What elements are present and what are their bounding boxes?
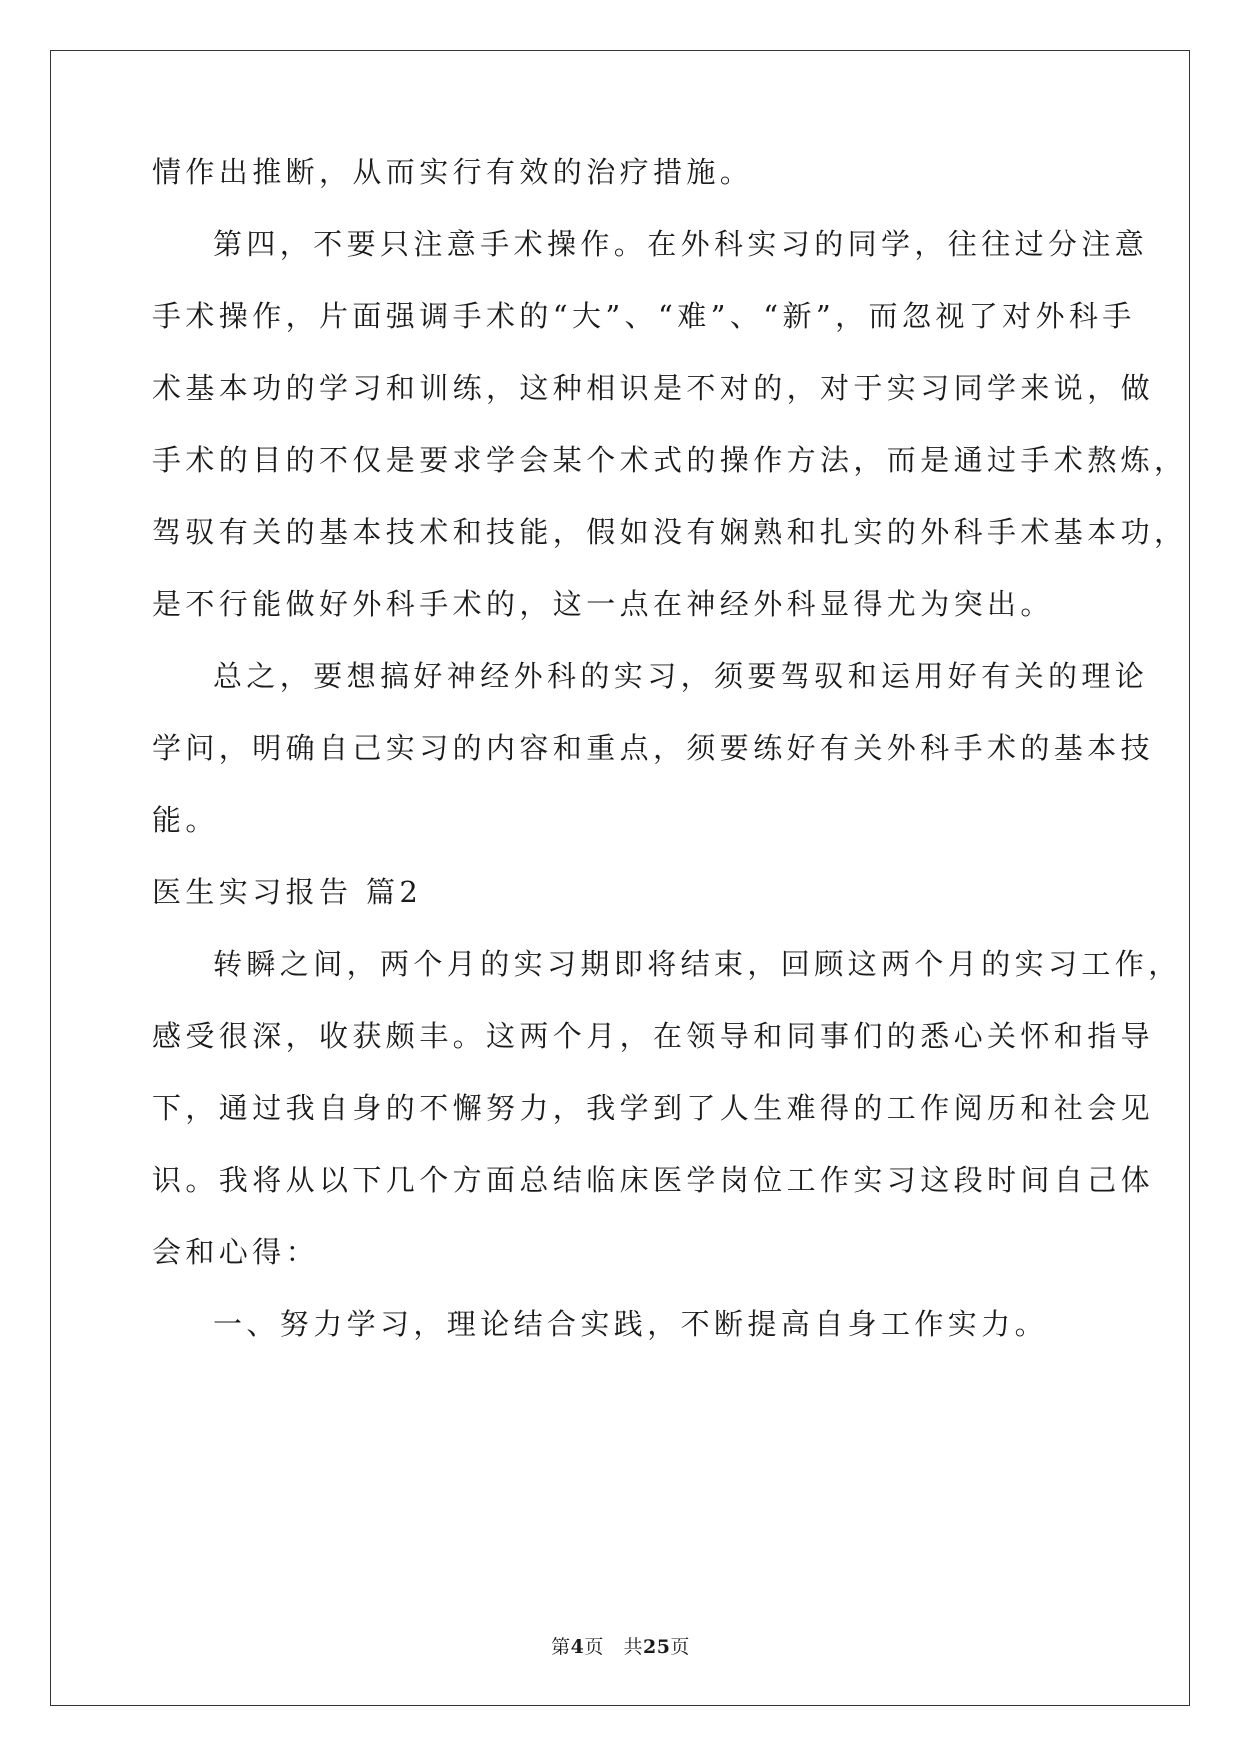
paragraph-line-17: 一、努力学习，理论结合实践，不断提高自身工作实力。 [213,1307,1049,1341]
paragraph-line-4: 术基本功的学习和训练，这种相识是不对的，对于实习同学来说，做 [152,371,1155,405]
footer-prefix: 第 [551,1636,571,1658]
paragraph-line-3: 手术操作，片面强调手术的“大”、“难”、“新”，而忽视了对外科手 [152,299,1136,333]
paragraph-line-16: 会和心得： [152,1235,320,1269]
footer-total-prefix: 共 [623,1636,643,1658]
paragraph-line-9: 学问，明确自己实习的内容和重点，须要练好有关外科手术的基本技 [152,731,1155,765]
current-page-number: 4 [570,1636,585,1658]
page-footer [0,1632,1241,1659]
paragraph-line-8: 总之，要想搞好神经外科的实习，须要驾驭和运用好有关的理论 [213,659,1149,693]
paragraph-line-12: 转瞬之间，两个月的实习期即将结束，回顾这两个月的实习工作， [213,947,1182,981]
paragraph-line-1: 情作出推断，从而实行有效的治疗措施。 [152,155,754,189]
paragraph-line-14: 下，通过我自身的不懈努力，我学到了人生难得的工作阅历和社会见 [152,1091,1155,1125]
total-pages-number: 25 [642,1636,671,1658]
footer-page-word: 页 [584,1636,604,1658]
paragraph-line-7: 是不行能做好外科手术的，这一点在神经外科显得尤为突出。 [152,587,1054,621]
paragraph-line-13: 感受很深，收获颇丰。这两个月，在领导和同事们的悉心关怀和指导 [152,1019,1155,1053]
paragraph-line-2: 第四，不要只注意手术操作。在外科实习的同学，往往过分注意 [213,227,1149,261]
footer-total-suffix: 页 [670,1636,690,1658]
paragraph-line-6: 驾驭有关的基本技术和技能，假如没有娴熟和扎实的外科手术基本功， [152,515,1188,549]
paragraph-line-15: 识。我将从以下几个方面总结临床医学岗位工作实习这段时间自己体 [152,1163,1155,1197]
paragraph-line-10: 能。 [152,803,219,837]
section-heading: 医生实习报告 篇2 [152,875,423,909]
paragraph-line-5: 手术的目的不仅是要求学会某个术式的操作方法，而是通过手术熬炼， [152,443,1188,477]
